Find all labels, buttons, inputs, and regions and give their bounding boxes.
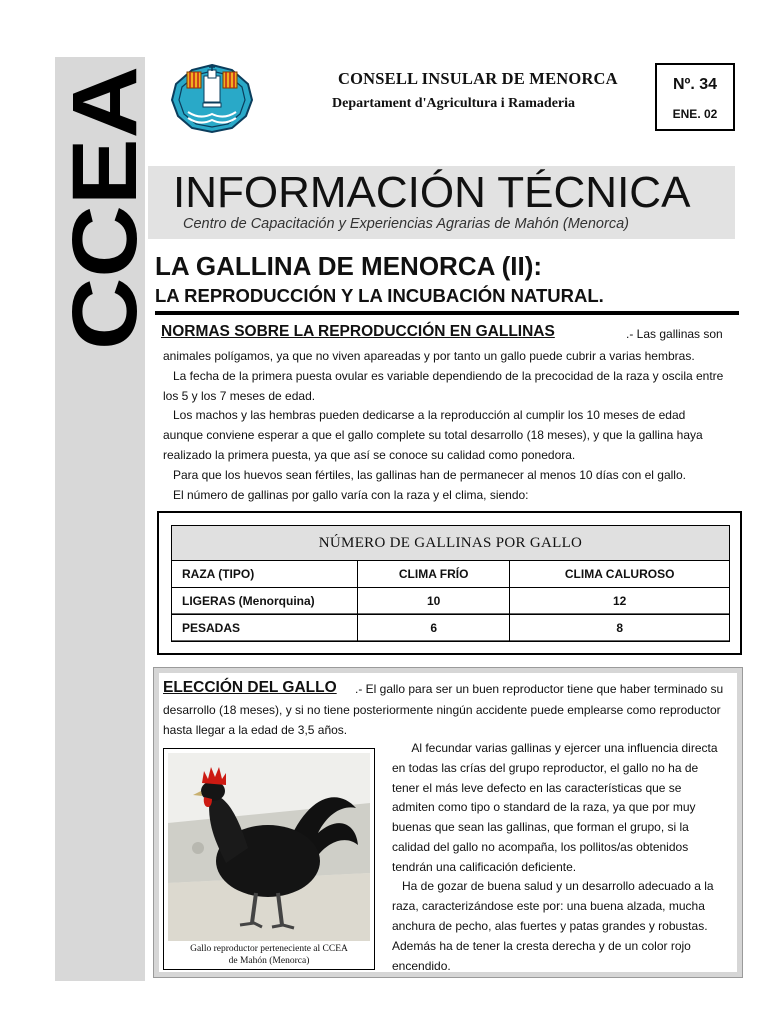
council-crest-icon [170,62,254,134]
hens-per-rooster-table [171,525,730,642]
body-line: Ha de gozar de buena salud y un desarrollo adecuado a la [392,879,714,893]
body-line: El número de gallinas por gallo varía con la raza y el clima, siendo: [163,488,529,502]
body-line: Al fecundar varias gallinas y ejercer una influencia directa [392,741,718,755]
section-heading-reproduction: NORMAS SOBRE LA REPRODUCCIÓN EN GALLINAS [161,323,555,340]
body-line: Los machos y las hembras pueden dedicarse a la reproducción al cumplir los 10 meses de edad [163,408,686,422]
title-rule [155,311,739,315]
table-header: CLIMA CALUROSO [510,561,730,588]
body-line: aunque conviene esperar a que el gallo complete su total desarrollo (18 meses), y que la gallina haya [163,428,703,442]
table-cell: 12 [510,588,730,615]
issue-number: Nº. 34 [672,76,718,93]
body-line: anchura de pecho, alas fuertes y patas grandes y robustas. [392,919,708,933]
banner-subtitle: Centro de Capacitación y Experiencias Agrarias de Mahón (Menorca) [183,216,629,232]
table-header: RAZA (TIPO) [172,561,358,588]
section-lead-text: .- Las gallinas son [626,327,723,341]
banner-title: INFORMACIÓN TÉCNICA [173,168,691,217]
body-line: .- El gallo para ser un buen reproductor tiene que haber terminado su [355,682,724,696]
body-line: encendido. [392,959,451,973]
body-line: tener el más leve defecto en las características que se [392,781,682,795]
body-line: calidad del gallo no acompaña, los pollitos/as obtenidos [392,840,689,854]
body-line: animales polígamos, ya que no viven apareadas y por tanto un gallo puede cubrir a varias hembras. [163,349,695,363]
rooster-photo [168,753,370,941]
body-line: raza, caracterizándose este por: una buena alzada, mucha [392,899,705,913]
rooster-photo-frame [163,748,375,970]
hens-per-rooster-table-box [157,511,742,655]
body-line: Además ha de tener la cresta derecha y de un color rojo [392,939,691,953]
body-line: tendrán una calificación deficiente. [392,860,577,874]
ccea-logo-text: CCEA [54,89,156,350]
title-banner [148,166,735,239]
table-cell: 8 [510,615,730,642]
table-cell: PESADAS [172,615,358,642]
issue-date: ENE. 02 [672,107,718,121]
body-line: los 5 y los 7 meses de edad. [163,389,316,403]
section-heading-rooster: ELECCIÓN DEL GALLO [163,679,337,696]
ccea-vertical-logo [54,62,156,352]
table-cell: LIGERAS (Menorquina) [172,588,358,615]
department-name: Departament d'Agricultura i Ramaderia [332,96,576,111]
table-cell: 10 [358,588,510,615]
body-line: hasta llegar a la edad de 3,5 años. [163,723,348,737]
body-line: desarrollo (18 meses), y si no tiene posteriormente ningún accidente puede emplearse como reproductor [163,703,721,717]
body-line: La fecha de la primera puesta ovular es variable dependiendo de la precocidad de la raza y oscila entre [163,369,724,383]
council-name: CONSELL INSULAR DE MENORCA [338,69,618,88]
photo-caption-line: de Mahón (Menorca) [228,956,310,966]
table-row [172,615,730,642]
table-caption: NÚMERO DE GALLINAS POR GALLO [172,526,730,561]
table-cell: 6 [358,615,510,642]
issue-box [655,63,735,131]
body-line: admiten como tipo o standard de la raza, ya que por muy [392,800,696,814]
body-line: Para que los huevos sean fértiles, las gallinas han de permanecer al menos 10 días con el gallo. [163,468,686,482]
table-header: CLIMA FRÍO [358,561,510,588]
photo-caption [168,943,370,967]
article-subtitle: LA REPRODUCCIÓN Y LA INCUBACIÓN NATURAL. [155,285,604,306]
table-row [172,588,730,615]
body-line: realizado la primera puesta, ya que así se conoce su calidad como ponedora. [163,448,576,462]
body-line: buenas que sean las gallinas, que forman el grupo, si la [392,820,689,834]
body-line: en todas las crías del grupo reproductor, el gallo no ha de [392,761,699,775]
photo-caption-line: Gallo reproductor perteneciente al CCEA [190,944,348,954]
article-title: LA GALLINA DE MENORCA (II): [155,251,543,281]
